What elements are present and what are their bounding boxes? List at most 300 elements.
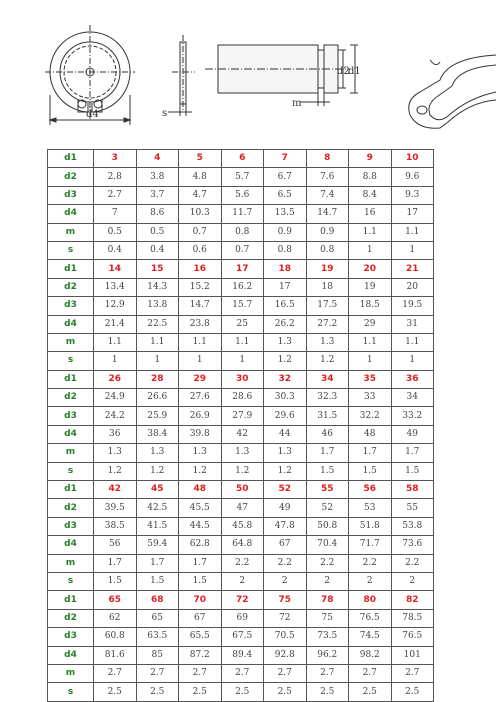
table-cell: 23.8	[179, 315, 222, 333]
row-label: d4	[48, 646, 94, 664]
table-cell: 0.7	[221, 241, 264, 259]
table-cell: 92.8	[264, 646, 307, 664]
table-cell: 6.7	[264, 168, 307, 186]
table-cell: 48	[179, 481, 222, 499]
table-cell: 33	[349, 389, 392, 407]
table-cell: 16	[179, 260, 222, 278]
table-cell: 3	[94, 150, 137, 168]
table-cell: 50	[221, 481, 264, 499]
table-cell: 47	[221, 499, 264, 517]
table-cell: 14.7	[306, 205, 349, 223]
table-cell: 18.5	[349, 297, 392, 315]
table-cell: 2.7	[264, 664, 307, 682]
table-cell: 5.7	[221, 168, 264, 186]
table-cell: 28	[136, 370, 179, 388]
table-cell: 39.8	[179, 425, 222, 443]
table-row-m	[48, 664, 434, 682]
table-cell: 71.7	[349, 536, 392, 554]
row-label: d3	[48, 517, 94, 535]
table-cell: 75	[306, 609, 349, 627]
table-cell: 1.3	[306, 333, 349, 351]
table-cell: 2	[306, 572, 349, 590]
table-row-d1	[48, 481, 434, 499]
table-cell: 73.5	[306, 628, 349, 646]
table-cell: 7	[264, 150, 307, 168]
table-cell: 42	[94, 481, 137, 499]
table-cell: 1.1	[391, 223, 434, 241]
table-cell: 38.5	[94, 517, 137, 535]
table-cell: 2.7	[94, 664, 137, 682]
table-cell: 2.7	[136, 664, 179, 682]
table-cell: 15.7	[221, 297, 264, 315]
table-row-m	[48, 444, 434, 462]
table-cell: 64.8	[221, 536, 264, 554]
table-cell: 1.2	[136, 462, 179, 480]
row-label: d1	[48, 260, 94, 278]
row-label: s	[48, 683, 94, 701]
table-cell: 68	[136, 591, 179, 609]
table-cell: 24.2	[94, 407, 137, 425]
row-label: d1	[48, 591, 94, 609]
table-cell: 2.7	[306, 664, 349, 682]
table-cell: 17	[221, 260, 264, 278]
table-cell: 1.7	[136, 554, 179, 572]
row-label: d2	[48, 389, 94, 407]
row-label: d2	[48, 278, 94, 296]
table-cell: 2.2	[221, 554, 264, 572]
table-cell: 74.5	[349, 628, 392, 646]
table-cell: 1.2	[264, 352, 307, 370]
table-cell: 96.2	[306, 646, 349, 664]
table-cell: 1.2	[221, 462, 264, 480]
table-cell: 48	[349, 425, 392, 443]
table-cell: 27.9	[221, 407, 264, 425]
table-row-d3	[48, 628, 434, 646]
table-cell: 34	[391, 389, 434, 407]
table-cell: 29.6	[264, 407, 307, 425]
table-row-d2	[48, 168, 434, 186]
table-cell: 25.9	[136, 407, 179, 425]
table-cell: 29	[349, 315, 392, 333]
row-label: s	[48, 241, 94, 259]
dim-label-d1: d1	[348, 66, 361, 77]
table-cell: 2	[221, 572, 264, 590]
table-cell: 1.3	[179, 444, 222, 462]
table-cell: 45.5	[179, 499, 222, 517]
table-cell: 2.7	[94, 186, 137, 204]
table-cell: 2.7	[391, 664, 434, 682]
table-cell: 65	[94, 591, 137, 609]
table-cell: 1.5	[179, 572, 222, 590]
table-cell: 2.2	[391, 554, 434, 572]
table-cell: 78.5	[391, 609, 434, 627]
table-cell: 53.8	[391, 517, 434, 535]
row-label: d1	[48, 370, 94, 388]
table-cell: 21	[391, 260, 434, 278]
table-cell: 2.5	[306, 683, 349, 701]
table-cell: 3.8	[136, 168, 179, 186]
table-cell: 9	[349, 150, 392, 168]
table-cell: 55	[391, 499, 434, 517]
table-cell: 1.7	[349, 444, 392, 462]
row-label: d4	[48, 205, 94, 223]
table-cell: 1.7	[306, 444, 349, 462]
table-cell: 44.5	[179, 517, 222, 535]
table-cell: 63.5	[136, 628, 179, 646]
table-cell: 0.5	[136, 223, 179, 241]
table-cell: 14.7	[179, 297, 222, 315]
dim-label-m: m	[292, 98, 302, 109]
table-cell: 1	[349, 241, 392, 259]
table-cell: 1.2	[179, 462, 222, 480]
table-cell: 29	[179, 370, 222, 388]
row-label: d1	[48, 150, 94, 168]
table-cell: 55	[306, 481, 349, 499]
table-row-s	[48, 352, 434, 370]
table-row-d1	[48, 591, 434, 609]
row-label: d3	[48, 186, 94, 204]
row-label: d3	[48, 297, 94, 315]
technical-drawing	[0, 0, 496, 140]
table-cell: 1.5	[136, 572, 179, 590]
table-cell: 85	[136, 646, 179, 664]
table-cell: 28.6	[221, 389, 264, 407]
table-cell: 18	[264, 260, 307, 278]
table-cell: 0.5	[94, 223, 137, 241]
table-cell: 0.9	[264, 223, 307, 241]
row-label: s	[48, 572, 94, 590]
table-cell: 72	[264, 609, 307, 627]
table-cell: 59.4	[136, 536, 179, 554]
table-cell: 17	[264, 278, 307, 296]
row-label: d2	[48, 499, 94, 517]
table-cell: 1	[391, 352, 434, 370]
table-cell: 15.2	[179, 278, 222, 296]
table-cell: 56	[349, 481, 392, 499]
table-cell: 32.3	[306, 389, 349, 407]
table-cell: 1.1	[391, 333, 434, 351]
table-row-d4	[48, 315, 434, 333]
table-cell: 6.5	[264, 186, 307, 204]
table-cell: 2.7	[221, 664, 264, 682]
table-cell: 16	[349, 205, 392, 223]
table-cell: 1.5	[306, 462, 349, 480]
table-cell: 42	[221, 425, 264, 443]
table-cell: 67	[264, 536, 307, 554]
table-row-d1	[48, 150, 434, 168]
table-row-d2	[48, 389, 434, 407]
table-cell: 62	[94, 609, 137, 627]
table-cell: 2	[391, 572, 434, 590]
table-cell: 26.6	[136, 389, 179, 407]
row-label: m	[48, 444, 94, 462]
row-label: s	[48, 462, 94, 480]
table-cell: 1.2	[94, 462, 137, 480]
table-cell: 13.4	[94, 278, 137, 296]
table-cell: 0.6	[179, 241, 222, 259]
table-cell: 36	[391, 370, 434, 388]
table-row-s	[48, 462, 434, 480]
table-cell: 30	[221, 370, 264, 388]
row-label: m	[48, 664, 94, 682]
table-cell: 26.9	[179, 407, 222, 425]
table-cell: 2.8	[94, 168, 137, 186]
table-cell: 2.5	[94, 683, 137, 701]
table-cell: 20	[349, 260, 392, 278]
table-cell: 1	[179, 352, 222, 370]
row-label: d4	[48, 536, 94, 554]
table-cell: 5.6	[221, 186, 264, 204]
table-cell: 47.8	[264, 517, 307, 535]
table-row-m	[48, 223, 434, 241]
table-cell: 0.8	[221, 223, 264, 241]
table-row-d2	[48, 278, 434, 296]
table-cell: 1.1	[94, 333, 137, 351]
table-cell: 4	[136, 150, 179, 168]
table-cell: 2.2	[349, 554, 392, 572]
table-cell: 80	[349, 591, 392, 609]
table-cell: 2.5	[136, 683, 179, 701]
table-cell: 7	[94, 205, 137, 223]
table-cell: 62.8	[179, 536, 222, 554]
table-cell: 20	[391, 278, 434, 296]
dim-label-d4: d4	[86, 109, 99, 120]
table-row-d4	[48, 536, 434, 554]
table-cell: 16.5	[264, 297, 307, 315]
table-cell: 1.1	[349, 333, 392, 351]
row-label: m	[48, 223, 94, 241]
row-label: d1	[48, 481, 94, 499]
table-row-d2	[48, 499, 434, 517]
row-label: d2	[48, 168, 94, 186]
table-cell: 38.4	[136, 425, 179, 443]
table-cell: 32.2	[349, 407, 392, 425]
table-cell: 19	[306, 260, 349, 278]
table-cell: 70.4	[306, 536, 349, 554]
table-cell: 10	[391, 150, 434, 168]
table-row-d3	[48, 517, 434, 535]
table-row-d4	[48, 646, 434, 664]
table-cell: 19	[349, 278, 392, 296]
table-cell: 15	[136, 260, 179, 278]
table-cell: 3.7	[136, 186, 179, 204]
table-row-s	[48, 572, 434, 590]
table-cell: 89.4	[221, 646, 264, 664]
table-cell: 5	[179, 150, 222, 168]
spec-table	[47, 149, 434, 702]
table-cell: 7.6	[306, 168, 349, 186]
table-cell: 70	[179, 591, 222, 609]
table-cell: 11.7	[221, 205, 264, 223]
table-cell: 2.7	[179, 664, 222, 682]
table-cell: 2.5	[391, 683, 434, 701]
table-cell: 87.2	[179, 646, 222, 664]
table-cell: 39.5	[94, 499, 137, 517]
table-cell: 65	[136, 609, 179, 627]
table-cell: 0.8	[306, 241, 349, 259]
table-cell: 33.2	[391, 407, 434, 425]
table-cell: 67.5	[221, 628, 264, 646]
table-cell: 42.5	[136, 499, 179, 517]
table-cell: 17.5	[306, 297, 349, 315]
table-cell: 9.3	[391, 186, 434, 204]
table-cell: 7.4	[306, 186, 349, 204]
table-cell: 2	[264, 572, 307, 590]
table-cell: 26.2	[264, 315, 307, 333]
table-cell: 46	[306, 425, 349, 443]
table-cell: 19.5	[391, 297, 434, 315]
table-cell: 18	[306, 278, 349, 296]
table-cell: 31.5	[306, 407, 349, 425]
table-cell: 4.8	[179, 168, 222, 186]
table-cell: 52	[306, 499, 349, 517]
table-cell: 44	[264, 425, 307, 443]
table-cell: 0.4	[94, 241, 137, 259]
table-cell: 16.2	[221, 278, 264, 296]
table-cell: 30.3	[264, 389, 307, 407]
table-cell: 1.3	[94, 444, 137, 462]
table-cell: 0.7	[179, 223, 222, 241]
table-cell: 2	[349, 572, 392, 590]
table-cell: 81.6	[94, 646, 137, 664]
table-cell: 1	[136, 352, 179, 370]
table-cell: 45.8	[221, 517, 264, 535]
table-row-s	[48, 683, 434, 701]
table-cell: 1.3	[136, 444, 179, 462]
table-cell: 1.3	[264, 333, 307, 351]
table-cell: 70.5	[264, 628, 307, 646]
table-cell: 14	[94, 260, 137, 278]
table-cell: 1.7	[94, 554, 137, 572]
table-cell: 45	[136, 481, 179, 499]
row-label: d3	[48, 407, 94, 425]
table-cell: 12.9	[94, 297, 137, 315]
table-cell: 35	[349, 370, 392, 388]
table-cell: 1	[391, 241, 434, 259]
table-cell: 52	[264, 481, 307, 499]
table-cell: 75	[264, 591, 307, 609]
table-cell: 73.6	[391, 536, 434, 554]
table-cell: 56	[94, 536, 137, 554]
table-cell: 8	[306, 150, 349, 168]
table-cell: 51.8	[349, 517, 392, 535]
table-cell: 34	[306, 370, 349, 388]
table-cell: 1.1	[221, 333, 264, 351]
table-cell: 27.6	[179, 389, 222, 407]
table-cell: 21.4	[94, 315, 137, 333]
table-row-d3	[48, 186, 434, 204]
table-cell: 0.4	[136, 241, 179, 259]
table-cell: 1	[349, 352, 392, 370]
table-cell: 98.2	[349, 646, 392, 664]
table-row-d1	[48, 260, 434, 278]
dim-label-s: s	[162, 108, 168, 119]
table-cell: 76.5	[391, 628, 434, 646]
table-cell: 58	[391, 481, 434, 499]
table-cell: 22.5	[136, 315, 179, 333]
table-cell: 1.3	[221, 444, 264, 462]
table-cell: 0.8	[264, 241, 307, 259]
table-cell: 49	[264, 499, 307, 517]
table-cell: 2.2	[306, 554, 349, 572]
table-cell: 50.8	[306, 517, 349, 535]
table-cell: 26	[94, 370, 137, 388]
table-cell: 13.5	[264, 205, 307, 223]
table-row-m	[48, 554, 434, 572]
table-cell: 1	[221, 352, 264, 370]
table-cell: 24.9	[94, 389, 137, 407]
row-label: d4	[48, 425, 94, 443]
table-cell: 25	[221, 315, 264, 333]
table-cell: 65.5	[179, 628, 222, 646]
table-row-d4	[48, 425, 434, 443]
table-cell: 1.7	[391, 444, 434, 462]
table-cell: 2.5	[264, 683, 307, 701]
table-cell: 1.5	[391, 462, 434, 480]
table-cell: 69	[221, 609, 264, 627]
table-cell: 0.9	[306, 223, 349, 241]
row-label: m	[48, 554, 94, 572]
table-cell: 1.2	[264, 462, 307, 480]
table-row-s	[48, 241, 434, 259]
table-cell: 1.7	[179, 554, 222, 572]
table-cell: 1.1	[179, 333, 222, 351]
table-cell: 27.2	[306, 315, 349, 333]
shaft-groove-view	[205, 45, 358, 106]
row-label: m	[48, 333, 94, 351]
table-cell: 2.2	[264, 554, 307, 572]
ring-perspective-view	[409, 55, 496, 128]
table-row-d3	[48, 407, 434, 425]
ring-side-view	[168, 35, 195, 116]
table-cell: 1.1	[349, 223, 392, 241]
table-cell: 1.5	[94, 572, 137, 590]
table-row-d2	[48, 609, 434, 627]
table-cell: 82	[391, 591, 434, 609]
table-cell: 1.2	[306, 352, 349, 370]
table-cell: 9.6	[391, 168, 434, 186]
table-cell: 32	[264, 370, 307, 388]
table-cell: 72	[221, 591, 264, 609]
table-cell: 1	[94, 352, 137, 370]
table-cell: 2.5	[179, 683, 222, 701]
table-cell: 76.5	[349, 609, 392, 627]
table-cell: 17	[391, 205, 434, 223]
row-label: d3	[48, 628, 94, 646]
table-cell: 60.8	[94, 628, 137, 646]
table-cell: 2.5	[349, 683, 392, 701]
table-cell: 1.5	[349, 462, 392, 480]
table-cell: 36	[94, 425, 137, 443]
table-cell: 13.8	[136, 297, 179, 315]
table-cell: 8.8	[349, 168, 392, 186]
table-cell: 78	[306, 591, 349, 609]
table-cell: 10.3	[179, 205, 222, 223]
table-row-m	[48, 333, 434, 351]
table-cell: 4.7	[179, 186, 222, 204]
table-cell: 8.4	[349, 186, 392, 204]
row-label: s	[48, 352, 94, 370]
table-cell: 14.3	[136, 278, 179, 296]
dim-label-d2: d2	[337, 66, 350, 77]
table-row-d4	[48, 205, 434, 223]
table-cell: 6	[221, 150, 264, 168]
table-cell: 31	[391, 315, 434, 333]
row-label: d4	[48, 315, 94, 333]
row-label: d2	[48, 609, 94, 627]
table-row-d1	[48, 370, 434, 388]
table-cell: 101	[391, 646, 434, 664]
